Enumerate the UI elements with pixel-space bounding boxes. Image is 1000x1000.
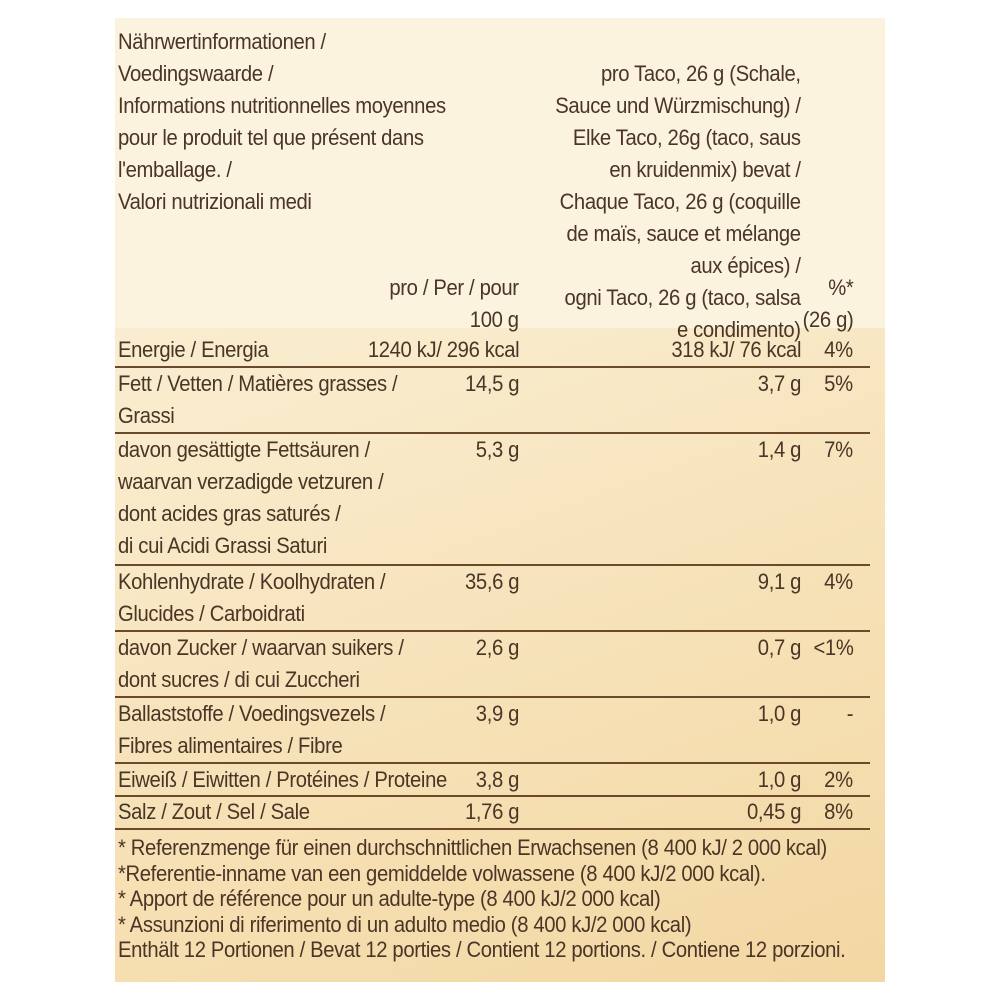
row-salt-pertaco: 0,45 g [746, 799, 801, 824]
row-protein-pct: 2% [824, 767, 853, 792]
row-saturates-label: davon gesättigte Fettsäuren / waarvan verzadigde vetzuren / dont acides gras saturés / di cui Acidi Grassi Saturi [118, 437, 384, 558]
row-fat-pct: 5% [824, 371, 853, 396]
table-title: Nährwertinformationen / Voedingswaarde / Informations nutritionnelles moyennes pour le produit tel que présent dans l'emballage. / Valori nutrizionali medi [118, 29, 446, 214]
row-protein-pertaco: 1,0 g [757, 767, 801, 792]
row-saturates-per100: 5,3 g [475, 437, 519, 462]
row-protein-label: Eiweiß / Eiwitten / Protéines / Proteine [118, 767, 447, 792]
row-salt-per100: 1,76 g [464, 799, 519, 824]
row-sugars-per100: 2,6 g [475, 635, 519, 660]
row-energy-label: Energie / Energia [118, 337, 269, 362]
row-sugars-label: davon Zucker / waarvan suikers / dont sucres / di cui Zuccheri [118, 635, 404, 692]
row-energy-pertaco: 318 kJ/ 76 kcal [671, 337, 801, 362]
row-energy-per100: 1240 kJ/ 296 kcal [367, 337, 519, 362]
row-divider [115, 828, 870, 830]
row-fat-pertaco: 3,7 g [757, 371, 801, 396]
header-percent: %* (26 g) [802, 275, 853, 332]
row-carbs-per100: 35,6 g [464, 569, 519, 594]
row-sugars-pertaco: 0,7 g [757, 635, 801, 660]
row-saturates-pct: 7% [824, 437, 853, 462]
row-fibre-per100: 3,9 g [475, 701, 519, 726]
row-saturates-pertaco: 1,4 g [757, 437, 801, 462]
header-per-taco: pro Taco, 26 g (Schale, Sauce und Würzmischung) / Elke Taco, 26g (taco, saus en kruidenmix) bevat / Chaque Taco, 26 g (coquille de maïs, sauce et mélange aux épices) / ogni Taco, 26 g (taco, salsa e condimento) [555, 61, 801, 342]
row-fat-per100: 14,5 g [464, 371, 519, 396]
row-fibre-pct: - [846, 701, 853, 726]
row-protein-per100: 3,8 g [475, 767, 519, 792]
row-fibre-pertaco: 1,0 g [757, 701, 801, 726]
row-carbs-pct: 4% [824, 569, 853, 594]
header-per-100g: pro / Per / pour 100 g [389, 275, 519, 332]
row-sugars-pct: <1% [812, 635, 853, 660]
row-energy-pct: 4% [824, 337, 853, 362]
row-carbs-pertaco: 9,1 g [757, 569, 801, 594]
row-fibre-label: Ballaststoffe / Voedingsvezels / Fibres alimentaires / Fibre [118, 701, 386, 758]
row-salt-pct: 8% [824, 799, 853, 824]
row-fat-label: Fett / Vetten / Matières grasses / Grassi [118, 371, 398, 428]
footnotes: * Referenzmenge für einen durchschnittlichen Erwachsenen (8 400 kJ/ 2 000 kcal) *Referentie-inname van een gemiddelde volwassene (8 400 kJ/2 000 kcal). * Apport de référence pour un adulte-type (8 400 kJ/2 000 kcal) * Assunzioni di riferimento di un adulto medio (8 400 kJ/2 000 kcal) Enthält 12 Portionen / Bevat 12 porties / Contient 12 portions. / Contiene 12 porzioni. [118, 835, 846, 962]
nutrition-label [115, 18, 885, 982]
row-carbs-label: Kohlenhydrate / Koolhydraten / Glucides / Carboidrati [118, 569, 386, 626]
row-salt-label: Salz / Zout / Sel / Sale [118, 799, 310, 824]
